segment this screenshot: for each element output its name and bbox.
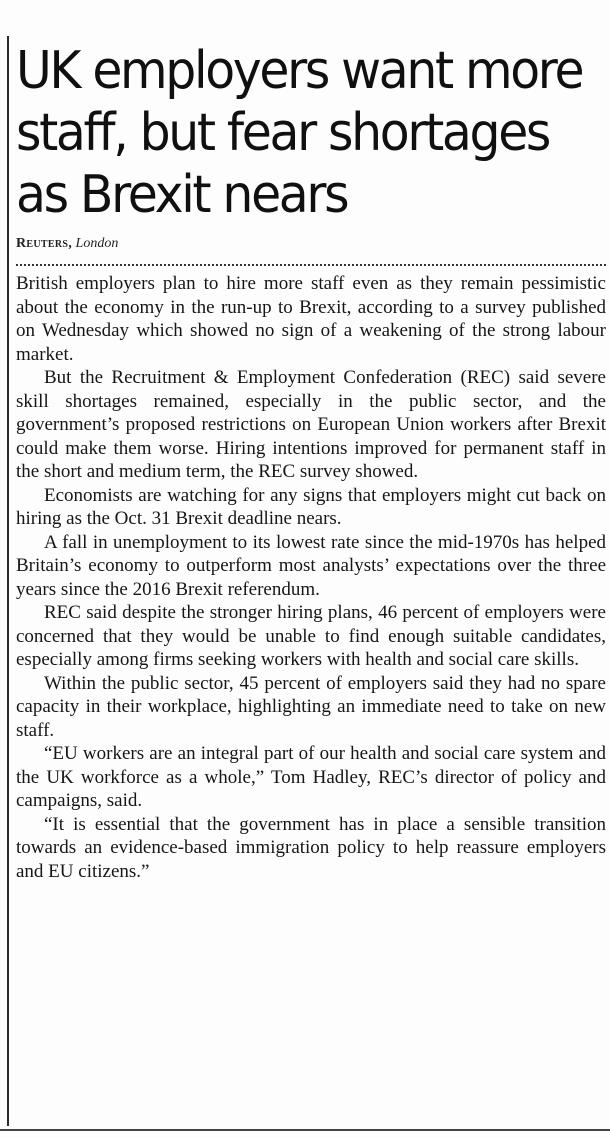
headline: UK employers want more staff, but fear shortages as Brexit nears xyxy=(16,41,583,225)
paragraph: “It is essential that the government has in place a sensible transition towards an evidence-based immigration policy to help reassure employers and EU citizens.” xyxy=(16,813,606,882)
byline-agency: Reuters, xyxy=(16,236,73,251)
article xyxy=(16,40,606,883)
paragraph: “EU workers are an integral part of our health and social care system and the UK workforce as a whole,” Tom Hadley, REC’s director of policy and campaigns, said. xyxy=(16,743,606,811)
paragraph: A fall in unemployment to its lowest rate since the mid-1970s has helped Britain’s economy to outperform most analysts’ expectations over the three years since the 2016 Brexit referendum. xyxy=(16,531,606,600)
bottom-rule xyxy=(0,1129,610,1131)
paragraph: British employers plan to hire more staff even as they remain pessimistic about the economy in the run-up to Brexit, according to a survey published on Wednesday which showed no sign of a weakening of the strong labour market. xyxy=(16,273,606,365)
paragraph: Economists are watching for any signs that employers might cut back on hiring as the Oct. 31 Brexit deadline nears. xyxy=(16,484,606,529)
paragraph: Within the public sector, 45 percent of employers said they had no spare capacity in their workplace, highlighting an immediate need to take on new staff. xyxy=(16,672,606,741)
article-body xyxy=(16,272,606,883)
column-rule xyxy=(7,36,9,1126)
byline-place: London xyxy=(75,236,119,251)
paragraph: REC said despite the stronger hiring plans, 46 percent of employers were concerned that they would be unable to find enough suitable candidates, especially among firms seeking workers with health and social care skills. xyxy=(16,602,606,670)
byline xyxy=(16,236,606,252)
paragraph: But the Recruitment & Employment Confederation (REC) said severe skill shortages remained, especially in the public sector, and the government’s proposed restrictions on European Union workers after Brexit could make them worse. Hiring intentions improved for permanent staff in the short and medium term, the REC survey showed. xyxy=(16,367,606,482)
dotted-divider xyxy=(16,264,606,266)
